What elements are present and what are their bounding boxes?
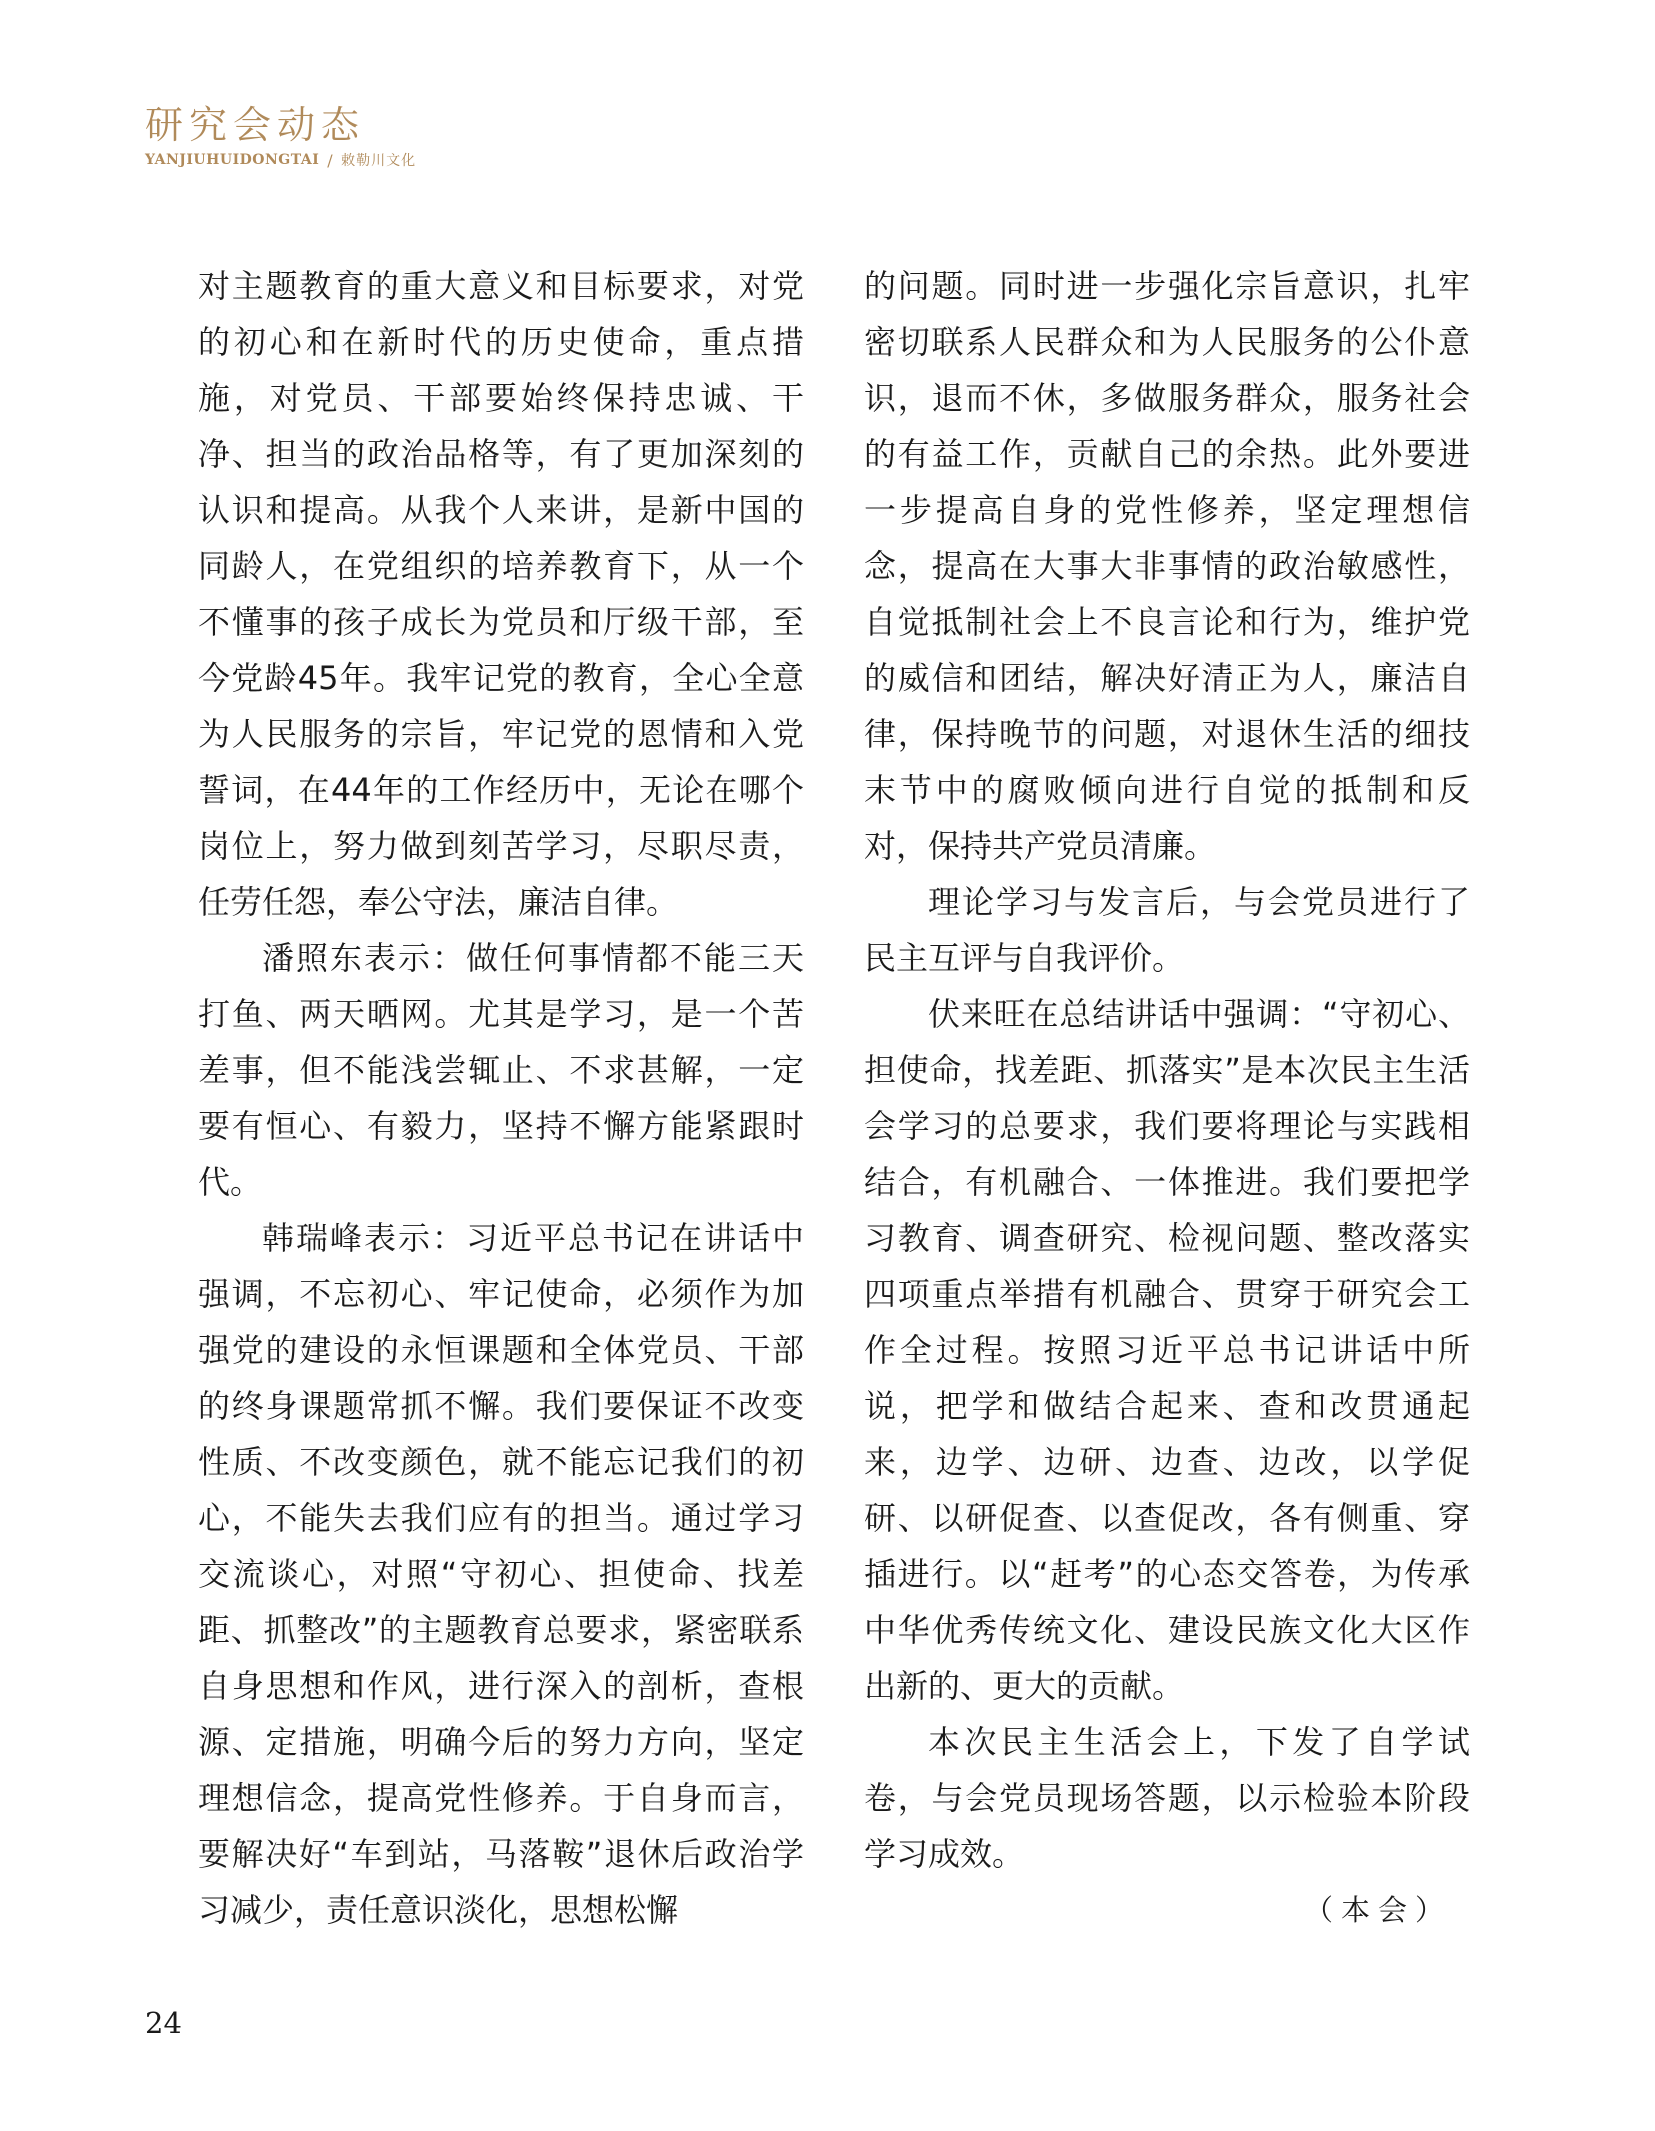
paragraph: 本次民主生活会上，下发了自学试卷，与会党员现场答题，以示检验本阶段学习成效。 [864,1723,1470,1873]
subtitle-separator: / [327,150,334,170]
left-column [198,258,804,1938]
section-header [145,100,416,170]
paragraph: 潘照东表示：做任何事情都不能三天打鱼、两天晒网。尤其是学习，是一个苦差事，但不能浅尝辄止、不求甚解，一定要有恒心、有毅力，坚持不懈方能紧跟时代。 [198,939,804,1201]
section-subtitle [145,150,416,170]
paragraph: 的问题。同时进一步强化宗旨意识，扎牢密切联系人民群众和为人民服务的公仆意识，退而不休，多做服务群众，服务社会的有益工作，贡献自己的余热。此外要进一步提高自身的党性修养，坚定理想信念，提高在大事大非事情的政治敏感性，自觉抵制社会上不良言论和行为，维护党的威信和团结，解决好清正为人，廉洁自律，保持晚节的问题，对退休生活的细技末节中的腐败倾向进行自觉的抵制和反对，保持共产党员清廉。 [864,267,1470,865]
magazine-name: 敕勒川文化 [341,153,417,169]
right-column [864,258,1470,1938]
paragraph: 伏来旺在总结讲话中强调：“守初心、担使命，找差距、抓落实”是本次民主生活会学习的总要求，我们要将理论与实践相结合，有机融合、一体推进。我们要把学习教育、调查研究、检视问题、整改落实四项重点举措有机融合、贯穿于研究会工作全过程。按照习近平总书记讲话中所说，把学和做结合起来、查和改贯通起来，边学、边研、边查、边改，以学促研、以研促查、以查促改，各有侧重、穿插进行。以“赶考”的心态交答卷，为传承中华优秀传统文化、建设民族文化大区作出新的、更大的贡献。 [864,995,1470,1705]
author-signature: （本会） [1303,1893,1452,1927]
paragraph: 理论学习与发言后，与会党员进行了民主互评与自我评价。 [864,883,1470,977]
paragraph: 韩瑞峰表示：习近平总书记在讲话中强调，不忘初心、牢记使命，必须作为加强党的建设的永恒课题和全体党员、干部的终身课题常抓不懈。我们要保证不改变性质、不改变颜色，就不能忘记我们的初心，不能失去我们应有的担当。通过学习交流谈心，对照“守初心、担使命、找差距、抓整改”的主题教育总要求，紧密联系自身思想和作风，进行深入的剖析，查根源、定措施，明确今后的努力方向，坚定理想信念，提高党性修养。于自身而言，要解决好“车到站，马落鞍”退休后政治学习减少，责任意识淡化，思想松懈 [198,1219,804,1929]
paragraph: 对主题教育的重大意义和目标要求，对党的初心和在新时代的历史使命，重点措施，对党员、干部要始终保持忠诚、干净、担当的政治品格等，有了更加深刻的认识和提高。从我个人来讲，是新中国的同龄人，在党组织的培养教育下，从一个不懂事的孩子成长为党员和厅级干部，至今党龄45年。我牢记党的教育，全心全意为人民服务的宗旨，牢记党的恩情和入党誓词，在44年的工作经历中，无论在哪个岗位上，努力做到刻苦学习，尽职尽责，任劳任怨，奉公守法，廉洁自律。 [198,267,804,921]
section-subtitle-pinyin: YANJIUHUIDONGTAI [145,152,320,168]
page-number: 24 [145,2006,182,2040]
section-title: 研究会动态 [145,103,366,147]
